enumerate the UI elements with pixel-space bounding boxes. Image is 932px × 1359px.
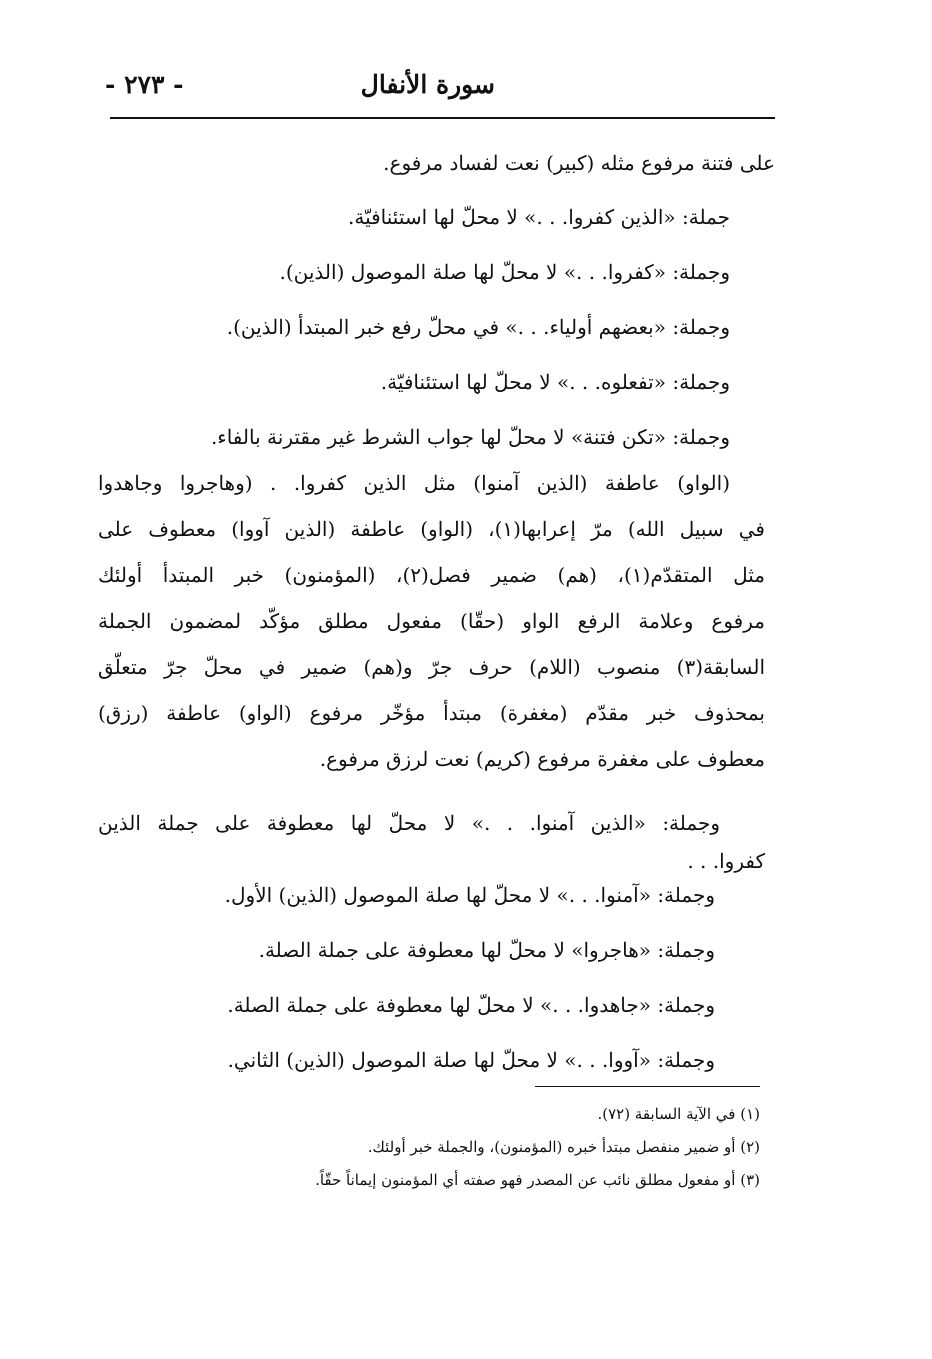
paragraph-line: بمحذوف خبر مقدّم (مغفرة) مبتدأ مؤخّر مرفوع (الواو) عاطفة (رزق) [98, 701, 765, 725]
page-number: - ٢٧٣ - [105, 70, 184, 99]
page-header [105, 70, 775, 100]
surah-title: سورة الأنفال [360, 70, 495, 99]
text-line: جملة: «الذين كفروا. . .» لا محلّ لها استئنافيّة. [347, 205, 730, 229]
paragraph-line: مرفوع وعلامة الرفع الواو (حقّا) مفعول مطلق مؤكّد لمضمون الجملة [98, 609, 765, 633]
footnote: (٢) أو ضمير منفصل مبتدأ خبره (المؤمنون)، والجملة خبر أولئك. [367, 1138, 760, 1156]
paragraph-line: وجملة: «الذين آمنوا. . .» لا محلّ لها معطوفة على جملة الذين [98, 811, 720, 835]
paragraph-line: معطوف على مغفرة مرفوع (كريم) نعت لرزق مرفوع. [319, 747, 765, 771]
text-line: وجملة: «آووا. . .» لا محلّ لها صلة الموصول (الذين) الثاني. [227, 1048, 715, 1072]
paragraph-line: السابقة(٣) منصوب (اللام) حرف جرّ و(هم) ضمير في محلّ جرّ متعلّق [98, 655, 766, 679]
paragraph [98, 460, 765, 782]
text-line: على فتنة مرفوع مثله (كبير) نعت لفساد مرفوع. [383, 151, 775, 175]
paragraph-line: في سبيل الله) مرّ إعرابها(١)، (الواو) عاطفة (الذين آووا) معطوف على [98, 517, 765, 541]
text-line: وجملة: «تفعلوه. . .» لا محلّ لها استئنافيّة. [380, 370, 730, 394]
header-divider [110, 117, 775, 119]
paragraph-line: (الواو) عاطفة (الذين آمنوا) مثل الذين كفروا. . (وهاجروا وجاهدوا [98, 471, 730, 495]
footnote-divider [535, 1086, 760, 1087]
text-line: وجملة: «آمنوا. . .» لا محلّ لها صلة الموصول (الذين) الأول. [224, 883, 715, 907]
footnote: (١) في الآية السابقة (٧٢). [597, 1105, 760, 1123]
text-line: وجملة: «جاهدوا. . .» لا محلّ لها معطوفة على جملة الصلة. [227, 993, 715, 1017]
text-line: وجملة: «كفروا. . .» لا محلّ لها صلة الموصول (الذين). [279, 260, 730, 284]
paragraph-line: كفروا. . . [687, 849, 765, 873]
text-line: وجملة: «تكن فتنة» لا محلّ لها جواب الشرط غير مقترنة بالفاء. [210, 425, 730, 449]
text-line: وجملة: «بعضهم أولياء. . .» في محلّ رفع خبر المبتدأ (الذين). [226, 315, 730, 339]
paragraph [98, 800, 765, 886]
footnote: (٣) أو مفعول مطلق نائب عن المصدر فهو صفته أي المؤمنون إيماناً حقّاً. [315, 1171, 760, 1189]
footnotes [315, 1098, 760, 1197]
paragraph-line: مثل المتقدّم(١)، (هم) ضمير فصل(٢)، (المؤمنون) خبر المبتدأ أولئك [98, 563, 765, 587]
text-line: وجملة: «هاجروا» لا محلّ لها معطوفة على جملة الصلة. [258, 938, 715, 962]
